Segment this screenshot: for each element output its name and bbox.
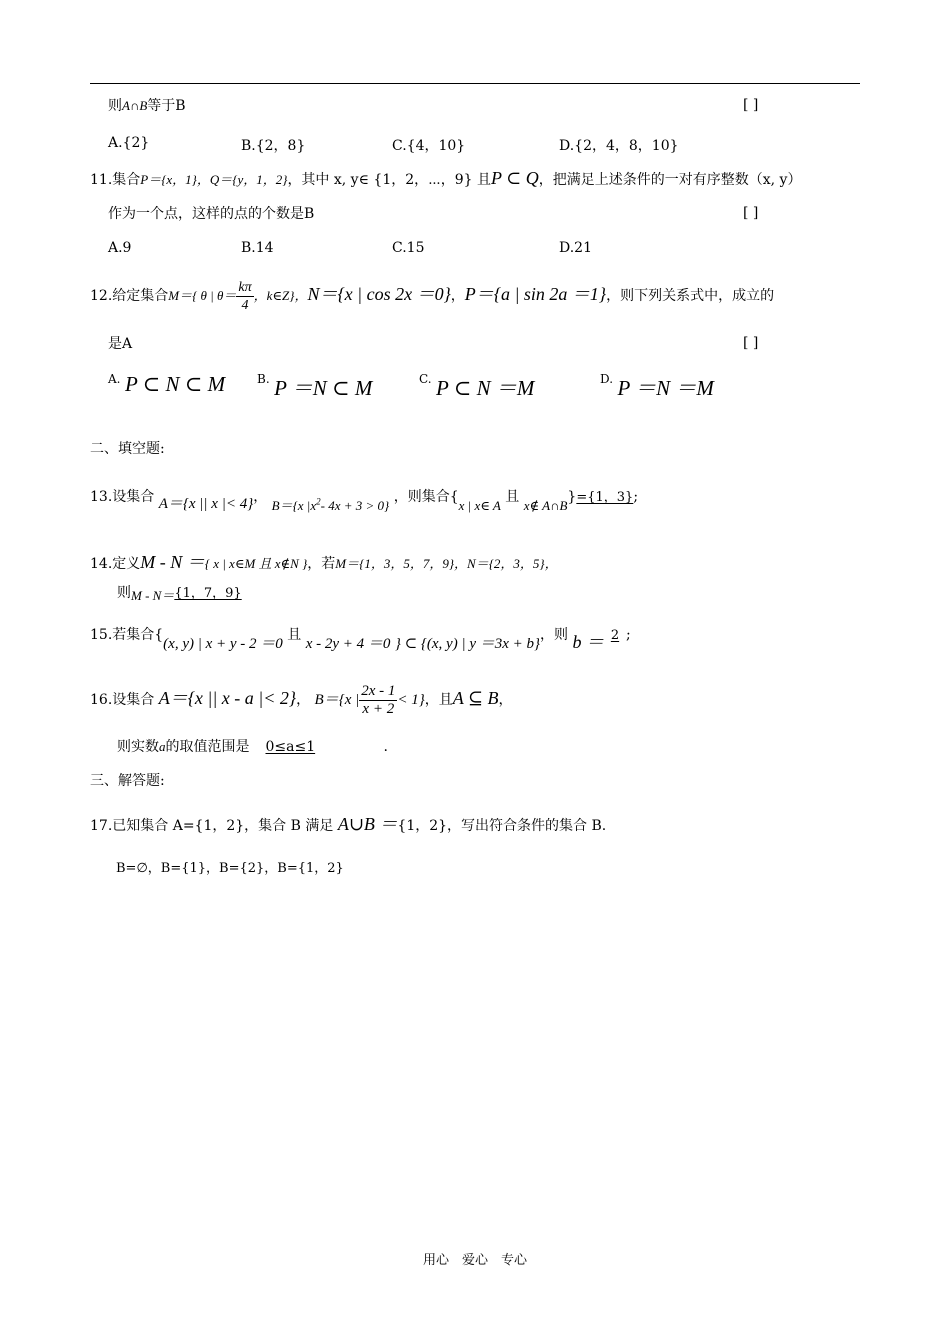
q11-subset-expr: P ⊂ Q (491, 168, 539, 188)
q15-number: 15.若集合{ (90, 627, 164, 643)
q13-b-set-exponent: 2 (316, 496, 321, 507)
q12-line1 (90, 274, 774, 316)
q14-line1 (90, 553, 558, 573)
q15-answer: 2 (610, 628, 620, 643)
q14-answer: {1，7，9} (174, 586, 242, 601)
q11-p-set: P＝{x，1}， (140, 172, 210, 187)
q16-variable: a (159, 739, 166, 754)
q12-line2: 是A (108, 336, 133, 352)
q10-option-a: A.{2} (108, 135, 150, 151)
q15-superset: } ⊂ {(x, y) | y ＝3x + b} (394, 636, 541, 652)
q12-fraction (236, 279, 253, 314)
q13-and: 且 (505, 489, 520, 505)
q16-subset-expr: A ⊆ B (452, 688, 499, 708)
q13-b-set (272, 498, 390, 513)
q12-option-a (108, 372, 225, 397)
header-rule (90, 83, 860, 84)
q11-answer-bracket: [ ] (743, 205, 759, 221)
q15-equation-1: (x, y) | x + y - 2 ＝0 (163, 636, 283, 652)
q11-line2: 作为一个点，这样的点的个数是B (108, 206, 315, 222)
q14-number: 14.定义 (90, 556, 141, 572)
q17-union-expr: A∪B ＝ (337, 814, 398, 834)
q10-suffix: 等于B (147, 98, 186, 114)
q11-option-c: C.15 (392, 240, 425, 256)
q16-range-label: 的取值范围是 (165, 739, 250, 755)
q14-operator: M - N ＝ (140, 552, 205, 572)
q12-tail: ，则下列关系式中，成立的 (606, 288, 775, 304)
q14-result-expr: M - N＝ (131, 588, 175, 603)
q10-prefix: 则 (108, 98, 122, 114)
q11-line1 (90, 169, 801, 189)
q16-fraction-denominator: x + 2 (362, 700, 395, 717)
q16-then: 则实数 (117, 739, 159, 755)
q12-option-b (257, 372, 372, 402)
q12-option-c (419, 372, 534, 402)
q12-option-a-expr: P ⊂ N ⊂ M (124, 372, 226, 396)
q13-close-brace: } (567, 489, 577, 505)
q15-end: ; (625, 627, 631, 643)
q17-question: 17.已知集合 A={1，2}，集合 B 满足 (90, 818, 334, 834)
q17-question-rest: {1，2}，写出符合条件的集合 B. (397, 818, 607, 834)
q11-option-d: D.21 (559, 240, 592, 256)
q16-b-set-right: < 1} (397, 692, 425, 708)
q15-then: ，则 (540, 627, 569, 643)
q11-q-set: Q＝{y，1，2} (209, 172, 288, 187)
q12-option-c-label: C. (419, 372, 432, 386)
q13-condition-2: x∉ A∩B (523, 498, 568, 513)
q10-option-d: D.{2，4，8，10} (559, 138, 679, 154)
q10-expr: A∩B (122, 98, 148, 113)
q16-and: ，且 (424, 692, 453, 708)
q11-number: 11.集合 (90, 172, 141, 188)
q15-equation-2: x - 2y + 4 ＝0 (305, 636, 391, 652)
q15-b-expr: b ＝ (572, 632, 604, 652)
q17-answer: B=∅，B={1}，B={2}，B={1，2} (116, 861, 344, 876)
q16-end: ， (498, 692, 513, 708)
q14-n-set: N＝{2，3，5}， (467, 556, 558, 571)
q16-fraction (359, 683, 397, 718)
q13-line (90, 484, 638, 519)
q16-number: 16.设集合 (90, 692, 155, 708)
q14-definition: { x | x∈M 且 x∉N } (204, 556, 308, 571)
q11-option-a: A.9 (108, 240, 132, 256)
q13-comma: ， (253, 489, 268, 505)
q14-line2 (117, 584, 242, 605)
section-heading-fill-in: 二、填空题: (90, 441, 165, 457)
q13-a-set: A＝{x || x |< 4} (158, 496, 254, 512)
q12-number: 12.给定集合 (90, 288, 169, 304)
q13-end: ; (633, 489, 639, 505)
q11-condition: ，其中 x, y∈ {1，2，⋯，9} 且 (287, 172, 491, 188)
q11-option-b: B.14 (241, 240, 274, 256)
q16-line1 (90, 678, 513, 720)
q13-answer: ={1，3} (576, 490, 634, 505)
q13-number: 13.设集合 (90, 489, 155, 505)
q16-fraction-numerator: 2x - 1 (361, 682, 396, 699)
q14-m-set: M＝{1，3，5，7，9}， (335, 556, 468, 571)
q12-option-b-expr: P ＝N ⊂ M (274, 376, 373, 400)
q12-p-set: P＝{a | sin 2a ＝1} (464, 284, 607, 304)
q16-line2 (117, 738, 388, 756)
q12-option-d-label: D. (600, 372, 614, 386)
q13-b-set-right: - 4x + 3 > 0} (320, 498, 390, 513)
q12-option-d-expr: P ＝N ＝M (617, 376, 714, 400)
q12-answer-bracket: [ ] (743, 335, 759, 351)
q16-a-set: A＝{x || x - a |< 2} (158, 688, 297, 708)
q12-n-set: N＝{x | cos 2x ＝0} (307, 284, 451, 304)
q14-if: ，若 (307, 556, 336, 572)
q13-ask: ，则集合{ (393, 489, 459, 505)
q12-option-d (600, 372, 714, 402)
q17-line (90, 815, 606, 835)
q16-separator: ， (296, 692, 311, 708)
q14-then: 则 (117, 585, 131, 601)
q12-fraction-numerator: kπ (238, 279, 252, 295)
q12-option-b-label: B. (257, 372, 270, 386)
q13-b-set-left: B＝{x |x (271, 498, 317, 513)
q10-option-b: B.{2，8} (241, 138, 306, 154)
q10-line (108, 97, 186, 115)
q16-b-set-left: B＝{x | (314, 692, 360, 708)
q16-answer: 0≤a≤1 (265, 739, 316, 755)
q15-and: 且 (287, 627, 302, 643)
q11-tail: ，把满足上述条件的一对有序整数（x, y） (538, 172, 802, 188)
q12-fraction-denominator: 4 (241, 297, 249, 313)
q10-answer-bracket: [ ] (743, 97, 759, 113)
q10-option-c: C.{4，10} (392, 138, 466, 154)
q12-m-set-right: ，k∈Z}， (253, 288, 308, 303)
q12-option-c-expr: P ⊂ N ＝M (436, 376, 535, 400)
section-heading-solutions: 三、解答题: (90, 773, 165, 789)
page-footer: 用心 爱心 专心 (422, 1253, 527, 1268)
q12-option-a-label: A. (108, 372, 121, 386)
q12-separator: ， (450, 288, 465, 304)
q12-m-set-left: M＝{ θ | θ＝ (168, 288, 237, 303)
q16-period: . (383, 739, 388, 755)
q15-line (90, 622, 631, 657)
q13-condition-1: x | x∈ A (458, 498, 501, 513)
